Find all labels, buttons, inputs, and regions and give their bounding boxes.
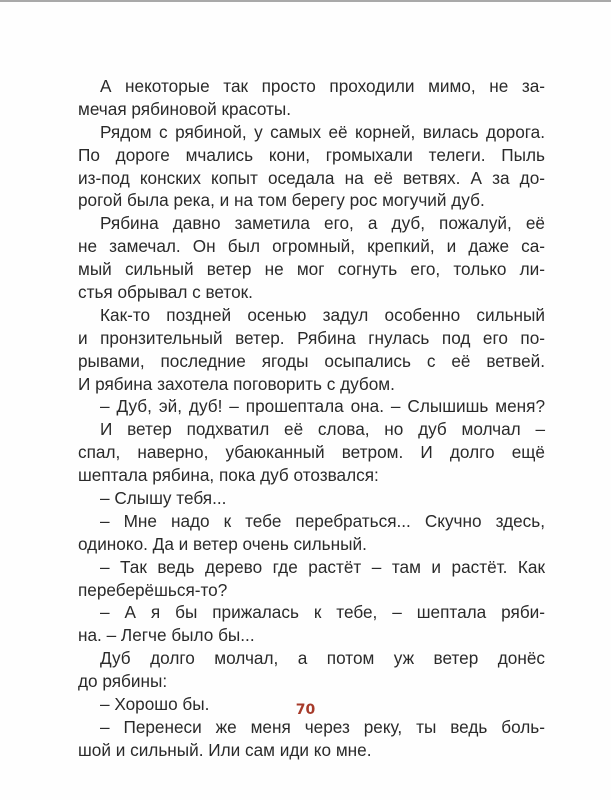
text-line: – Дуб, эй, дуб! – прошептала она. – Слышишь меня? (100, 396, 545, 417)
text-line: переберёшься-то? (78, 579, 228, 600)
text-line: Как-то поздней осенью задул особенно сильный (100, 304, 545, 325)
text-line: мечая рябиновой красоты. (78, 98, 292, 119)
text-line: не замечал. Он был огромный, крепкий, и даже са- (78, 236, 545, 257)
text-line: шептала рябина, пока дуб отозвался: (78, 465, 379, 486)
text-line: – Перенеси же меня через реку, ты ведь боль- (100, 716, 545, 737)
text-line: Рябина давно заметила его, а дуб, пожалуй, её (100, 213, 545, 234)
text-line: на. – Легче было бы... (78, 625, 255, 646)
text-line: шой и сильный. Или сам иди ко мне. (78, 739, 372, 760)
text-line: – Мне надо к тебе перебраться... Скучно здесь, (100, 510, 545, 531)
text-line: до рябины: (78, 671, 168, 692)
text-line: – Слышу тебя... (100, 488, 227, 509)
text-line: – Так ведь дерево где растёт – там и растёт. Как (100, 556, 545, 577)
text-line: одиноко. Да и ветер очень сильный. (78, 533, 367, 554)
text-line: и пронзительный ветер. Рябина гнулась под его по- (78, 327, 545, 348)
page-number: 70 (295, 702, 316, 718)
text-line: А некоторые так просто проходили мимо, не за- (100, 76, 545, 96)
text-line: из-под конских копыт оседала на её ветвях. А за до- (78, 167, 545, 188)
text-line: Рядом с рябиной, у самых её корней, вилась дорога. (100, 121, 545, 142)
text-line: спал, наверно, убаюканный ветром. И долго ещё (78, 442, 545, 463)
top-border (0, 0, 611, 2)
text-line: – Хорошо бы. (100, 694, 210, 715)
text-line: стья обрывал с веток. (78, 282, 253, 303)
text-line: рывами, последние ягоды осыпались с её ветвей. (78, 350, 545, 371)
body-text (78, 75, 545, 762)
text-line: – А я бы прижалась к тебе, – шептала ряби- (100, 602, 545, 623)
text-line: рогой была река, и на том берегу рос могучий дуб. (78, 190, 485, 211)
text-line: И ветер подхватил её слова, но дуб молчал – (100, 419, 545, 440)
text-line: мый сильный ветер не мог согнуть его, только ли- (78, 259, 545, 280)
text-line: По дороге мчались кони, громыхали телеги. Пыль (78, 144, 545, 165)
text-line: Дуб долго молчал, а потом уж ветер донёс (100, 648, 545, 669)
text-line: И рябина захотела поговорить с дубом. (78, 373, 395, 394)
